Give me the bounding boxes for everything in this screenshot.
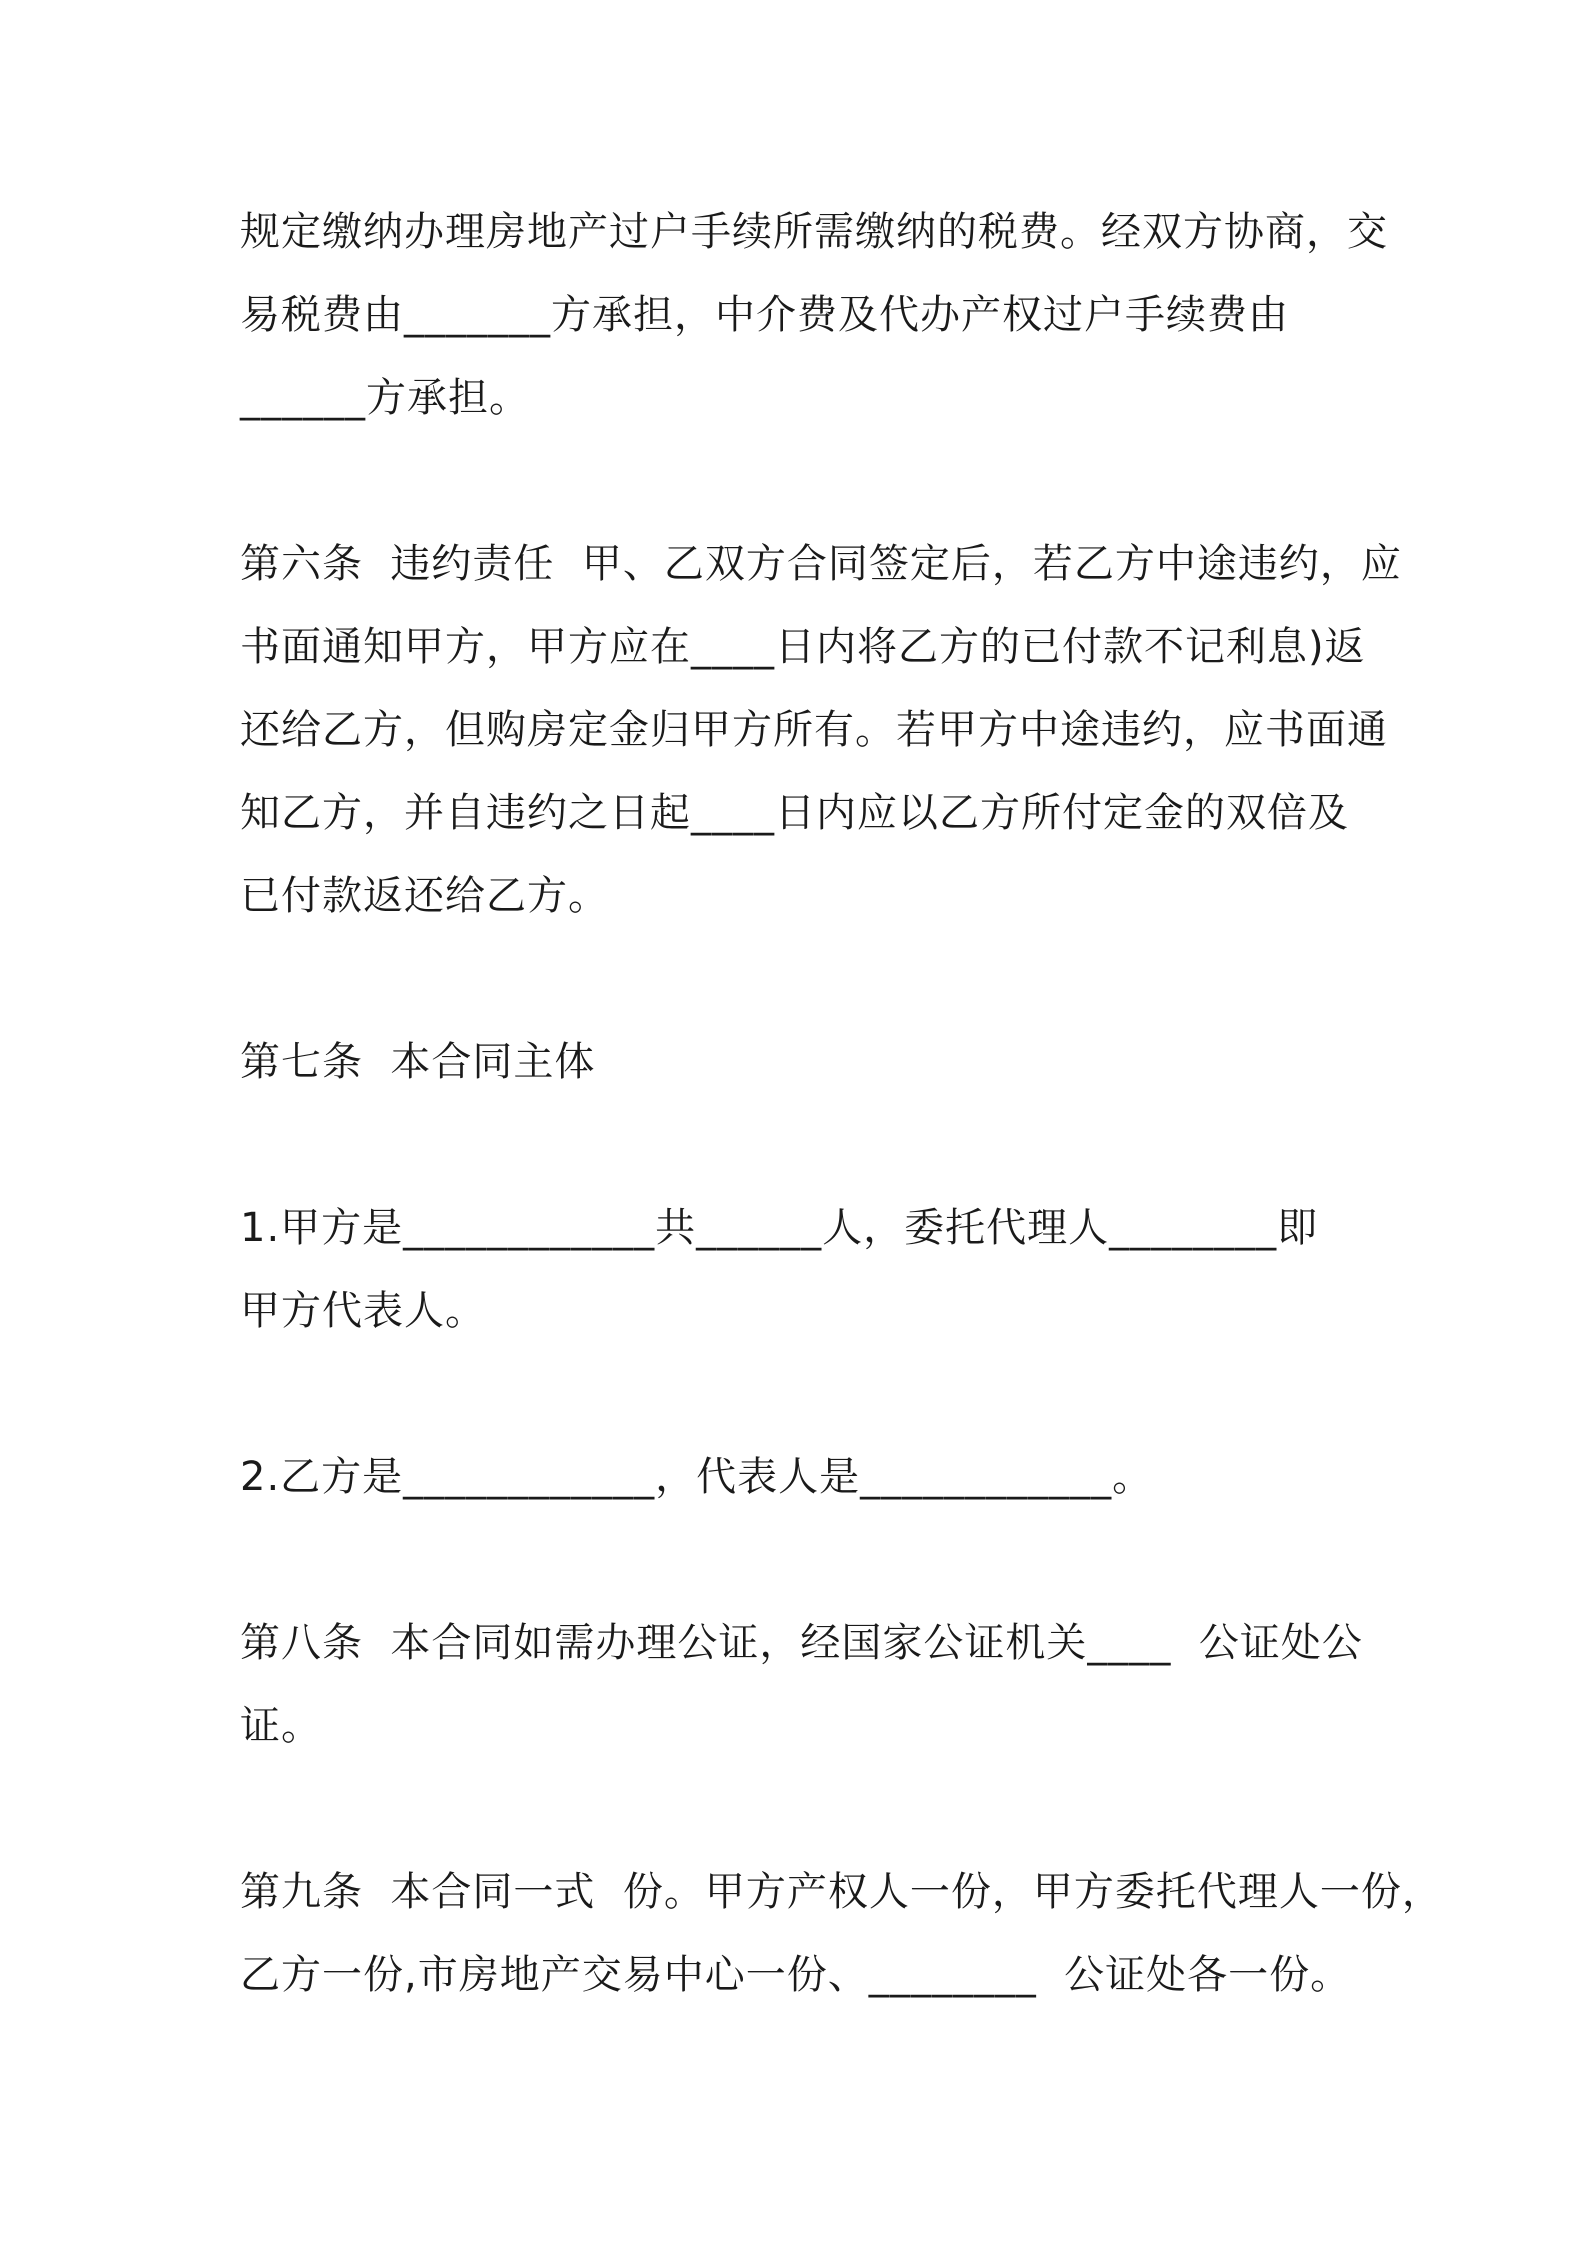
text-line: 知乙方，并自违约之日起____日内应以乙方所付定金的双倍及 [240, 790, 1349, 836]
text-line: 2.乙方是____________，代表人是____________。 [240, 1454, 1154, 1500]
section-heading: 第七条 本合同主体 [240, 1039, 596, 1085]
text-line: 第六条 违约责任 甲、乙双方合同签定后，若乙方中途违约，应 [240, 541, 1402, 587]
text-line: 证。 [240, 1703, 322, 1749]
text-line: 乙方一份,市房地产交易中心一份、________ 公证处各一份。 [240, 1952, 1352, 1998]
text-line: ______方承担。 [240, 375, 530, 421]
text-line: 第九条 本合同一式 份。甲方产权人一份，甲方委托代理人一份， [240, 1869, 1443, 1915]
text-line: 书面通知甲方，甲方应在____日内将乙方的已付款不记利息)返 [240, 624, 1366, 670]
text-line: 规定缴纳办理房地产过户手续所需缴纳的税费。经双方协商，交 [240, 209, 1388, 255]
text-line: 易税费由_______方承担，中介费及代办产权过户手续费由 [240, 292, 1289, 338]
text-line: 第八条 本合同如需办理公证，经国家公证机关____ 公证处公 [240, 1620, 1363, 1666]
text-line: 1.甲方是____________共______人，委托代理人________即 [240, 1205, 1319, 1251]
text-line: 甲方代表人。 [240, 1288, 486, 1334]
text-line: 已付款返还给乙方。 [240, 873, 609, 919]
text-line: 还给乙方，但购房定金归甲方所有。若甲方中途违约，应书面通 [240, 707, 1388, 753]
